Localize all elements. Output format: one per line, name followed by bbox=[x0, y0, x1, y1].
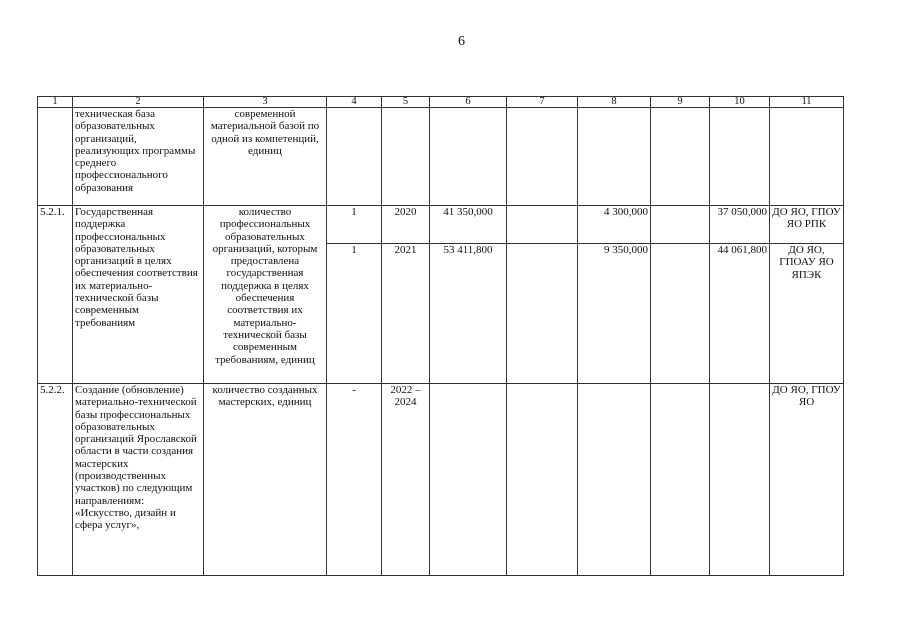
table-row-continuation bbox=[38, 108, 844, 206]
value-cell: - bbox=[327, 384, 382, 576]
indicator-cell: количество созданных мастерских, единиц bbox=[204, 384, 327, 576]
program-table bbox=[37, 96, 844, 576]
col-header-1: 1 bbox=[38, 97, 73, 108]
amount-col8-cell: 4 300,000 bbox=[578, 206, 651, 244]
col-header-10: 10 bbox=[710, 97, 770, 108]
activity-cell: Создание (обновление) материально-технической базы профессиональных образовательных организаций Ярославской области в части создания мастерских (производственных участков) по следующим направлениям: «Искусство, дизайн и сфера услуг», bbox=[73, 384, 204, 576]
row-number: 5.2.2. bbox=[38, 384, 73, 576]
column-number-row bbox=[38, 97, 844, 108]
row-number: 5.2.1. bbox=[38, 206, 73, 384]
col-header-3: 3 bbox=[204, 97, 327, 108]
amount-col9-cell bbox=[651, 244, 710, 384]
amount-col10-cell: 37 050,000 bbox=[710, 206, 770, 244]
amount-col7-cell bbox=[507, 206, 578, 244]
col-header-11: 11 bbox=[770, 97, 844, 108]
indicator-cell: количество профессиональных образовательных организаций, которым предоставлена государственная поддержка в целях обеспечения соответствия их материально-технической базы современным требованиям, единиц bbox=[204, 206, 327, 384]
year-cell: 2020 bbox=[382, 206, 430, 244]
page-number: 6 bbox=[458, 34, 465, 49]
value-cell: 1 bbox=[327, 206, 382, 244]
amount-total-cell: 53 411,800 bbox=[430, 244, 507, 384]
activity-cell: Государственная поддержка профессиональных образовательных организаций в целях обеспечения соответствия их материально-технической базы современным требованиям bbox=[73, 206, 204, 384]
executor-cell: ДО ЯО, ГПОУ ЯО bbox=[770, 384, 844, 576]
executor-cell: ДО ЯО, ГПОАУ ЯО ЯПЭК bbox=[770, 244, 844, 384]
col-header-4: 4 bbox=[327, 97, 382, 108]
col-header-7: 7 bbox=[507, 97, 578, 108]
cont-activity-cell: техническая база образовательных организаций, реализующих программы среднего профессионального образования bbox=[73, 108, 204, 206]
col-header-8: 8 bbox=[578, 97, 651, 108]
value-cell: 1 bbox=[327, 244, 382, 384]
table-row-5-2-1-a bbox=[38, 206, 844, 244]
amount-col10-cell: 44 061,800 bbox=[710, 244, 770, 384]
amount-total-cell: 41 350,000 bbox=[430, 206, 507, 244]
col-header-5: 5 bbox=[382, 97, 430, 108]
year-cell: 2022 – 2024 bbox=[382, 384, 430, 576]
table-row-5-2-2 bbox=[38, 384, 844, 576]
cont-indicator-cell: современной материальной базой по одной из компетенций, единиц bbox=[204, 108, 327, 206]
col-header-9: 9 bbox=[651, 97, 710, 108]
col-header-2: 2 bbox=[73, 97, 204, 108]
executor-cell: ДО ЯО, ГПОУ ЯО РПК bbox=[770, 206, 844, 244]
year-cell: 2021 bbox=[382, 244, 430, 384]
col-header-6: 6 bbox=[430, 97, 507, 108]
amount-col7-cell bbox=[507, 244, 578, 384]
amount-col9-cell bbox=[651, 206, 710, 244]
amount-col8-cell: 9 350,000 bbox=[578, 244, 651, 384]
